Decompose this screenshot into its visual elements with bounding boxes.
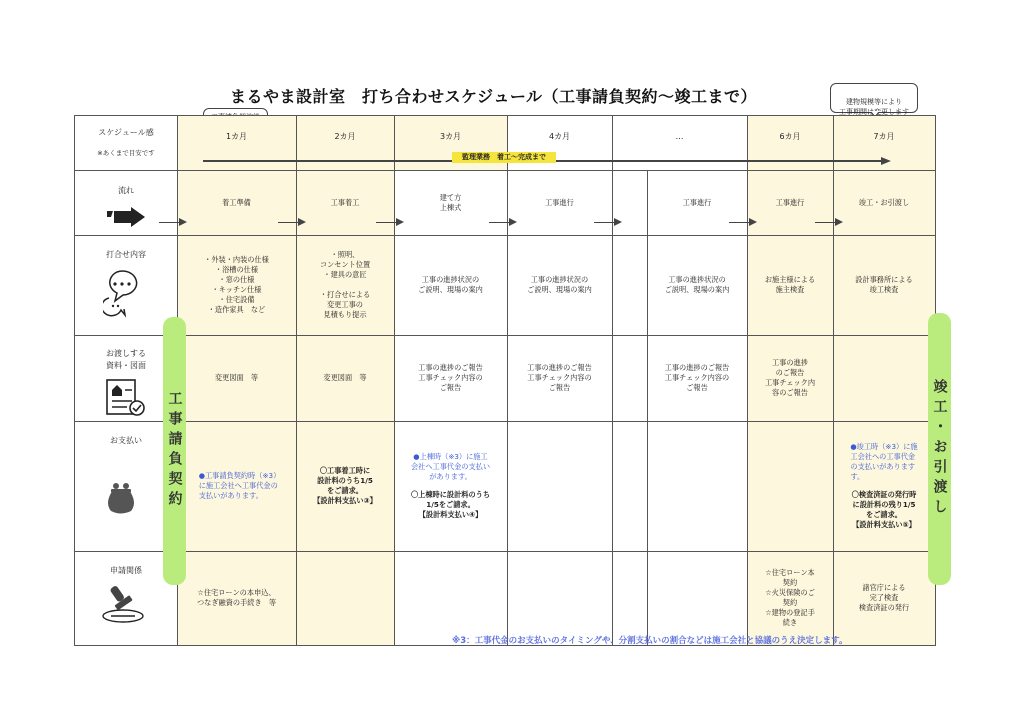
flow-arrow-3 — [396, 218, 404, 226]
schedule-label: スケジュール感 — [98, 128, 154, 137]
payment-m7 — [833, 421, 935, 551]
pill-contract: 工事請負契約 — [163, 317, 186, 585]
flow-arrow-icon — [105, 206, 147, 228]
month-ellipsis: … — [675, 132, 684, 141]
page-title: まるやま設計室 打ち合わせスケジュール（工事請負契約〜竣工まで） — [230, 87, 758, 106]
payment-m3-design: 〇上棟時に設計料のうち 1/5をご請求。 【設計料支払い④】 — [410, 490, 491, 519]
flow-m6: 工事進行 — [775, 197, 805, 207]
application-m1: ☆住宅ローンの本申込、 つなぎ融資の手続き 等 — [196, 588, 277, 607]
period-bubble — [830, 83, 918, 116]
stamp-icon — [97, 582, 149, 624]
row-label-flow: 流れ — [118, 186, 134, 195]
month-1: 1カ月 — [225, 132, 248, 141]
flow-m3: 建て方 上棟式 — [439, 192, 462, 212]
meeting-m2: ・照明、 コンセント位置 ・建具の意匠 ・打合せによる 変更工事の 見積もり提示 — [319, 250, 371, 319]
coin-purse-icon — [106, 480, 138, 516]
row-label-payment: お支払い — [110, 436, 142, 445]
schedule-sublabel: ※あくまで目安です — [97, 149, 155, 157]
flow-arrow-1 — [179, 218, 187, 226]
flow-m7: 竣工・お引渡し — [858, 197, 910, 207]
flow-arrow-5 — [614, 218, 622, 226]
meeting-m1: ・外装・内装の仕様 ・浴槽の仕様 ・窓の仕様 ・キッチン仕様 ・住宅設備 ・造作家具 など — [204, 255, 269, 314]
documents-m3: 工事の進捗のご報告 工事チェック内容の ご報告 — [418, 363, 483, 392]
row-label-meeting: 打合せ内容 — [106, 250, 146, 259]
documents-m5: 工事の進捗のご報告 工事チェック内容の ご報告 — [664, 363, 730, 392]
documents-m6: 工事の進捗 のご報告 工事チェック内 容のご報告 — [764, 358, 816, 397]
payment-m2: 〇工事着工時に 設計料のうち1/5 をご請求。 【設計料支払い③】 — [313, 466, 377, 505]
payment-m1: ●工事請負契約時（※3） に施工会社へ工事代金の 支払いがあります。 — [198, 471, 281, 500]
application-m7: 諸官庁による 完了検査 検査済証の発行 — [858, 583, 910, 612]
schedule-table — [74, 115, 936, 646]
flow-m5: 工事進行 — [682, 197, 712, 207]
meeting-m4: 工事の進捗状況の ご説明、現場の案内 — [527, 275, 592, 294]
row-label-application: 申請関係 — [110, 566, 142, 575]
flow-m4: 工事進行 — [545, 197, 574, 207]
flow-arrow-6 — [749, 218, 757, 226]
flow-arrow-7 — [835, 218, 843, 226]
flow-arrow-2 — [298, 218, 306, 226]
document-check-icon — [105, 378, 147, 418]
month-4: 4カ月 — [548, 132, 571, 141]
month-2: 2カ月 — [334, 132, 356, 141]
month-3: 3カ月 — [439, 132, 462, 141]
payment-m3 — [394, 421, 507, 551]
row-label-documents: お渡しする 資料・図面 — [106, 349, 146, 370]
payment-m3-contractor: ●上棟時（※3）に施工 会社へ工事代金の支払い があります。 — [410, 452, 491, 481]
meeting-m3: 工事の進捗状況の ご説明、現場の案内 — [418, 275, 483, 294]
documents-m2: 変更図面 等 — [323, 373, 367, 382]
application-m6: ☆住宅ローン本 契約 ☆火災保険のご 契約 ☆建物の登記手 続き — [765, 568, 815, 627]
month-7: 7カ月 — [873, 132, 895, 141]
supervision-arrowhead — [881, 157, 891, 165]
payment-m7-contractor: ●竣工時（※3）に施 工会社への工事代金 の支払いがあります す。 — [850, 442, 918, 481]
month-6: 6カ月 — [779, 132, 801, 141]
header-label — [75, 116, 177, 170]
documents-m4: 工事の進捗のご報告 工事チェック内容の ご報告 — [527, 363, 592, 392]
payment-m7-design: 〇検査済証の発行時 に設計料の残り1/5 をご請求。 【設計料支払い⑤】 — [851, 490, 917, 529]
pill-handover: 竣工・お引渡し — [928, 313, 951, 585]
meeting-m5: 工事の進捗状況の ご説明、現場の案内 — [664, 275, 730, 294]
supervision-label: 監理業務 着工〜完成まで — [452, 152, 556, 163]
period-bubble-text: 建物規模等により 工事期間は変更します — [839, 98, 909, 116]
flow-m2: 工事着工 — [330, 197, 360, 207]
meeting-m6: お施主様による 施主検査 — [764, 275, 816, 294]
footnote: ※3：工事代金のお支払いのタイミングや、分割支払いの割合などは施工会社と協議のうえ決定します。 — [452, 636, 848, 646]
chat-bubbles-icon — [103, 268, 149, 320]
flow-m1: 着工準備 — [222, 197, 251, 207]
flow-arrow-4 — [509, 218, 517, 226]
meeting-m7: 設計事務所による 竣工検査 — [855, 275, 913, 294]
documents-m1: 変更図面 等 — [214, 373, 259, 382]
